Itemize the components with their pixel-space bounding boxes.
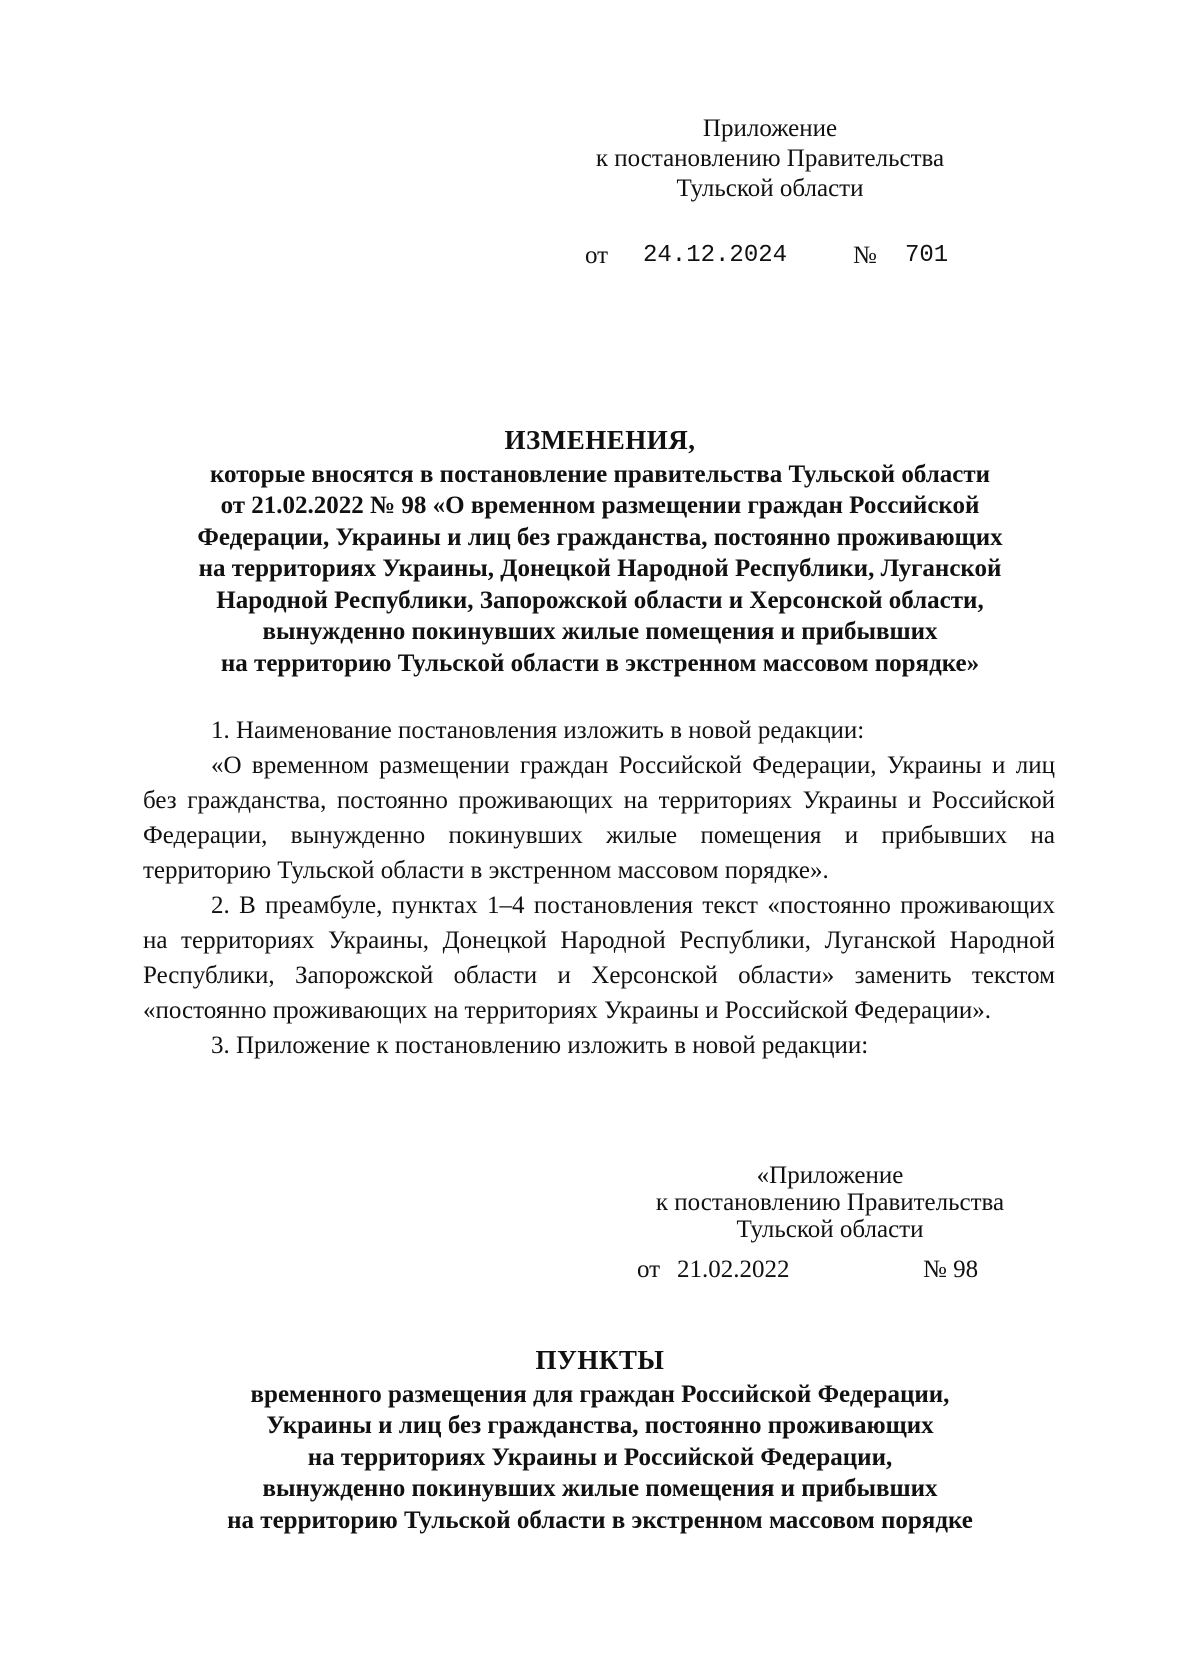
changes-title-line: на территориях Украины, Донецкой Народной Республики, Луганской (198, 555, 1002, 582)
punkty-title-line: временного размещения для граждан Российской Федерации, (250, 1380, 950, 1408)
changes-title-line: Народной Республики, Запорожской области и Херсонской области, (216, 586, 984, 614)
inner-date: 21.02.2022 (677, 1256, 790, 1283)
inner-appendix-line-2: к постановлению Правительства (655, 1189, 1005, 1216)
changes-title (140, 425, 1060, 679)
punkty-heading: ПУНКТЫ (535, 1345, 665, 1375)
punkty-title (140, 1345, 1060, 1536)
resolution-number: 701 (905, 242, 949, 269)
appendix-line-1: Приложение (702, 115, 838, 142)
changes-title-line: от 21.02.2022 № 98 «О временном размещении граждан Российской (220, 492, 980, 519)
changes-heading: ИЗМЕНЕНИЯ, (504, 425, 696, 455)
changes-title-line: Федерации, Украины и лиц без гражданства, постоянно проживающих (197, 523, 1003, 551)
inner-appendix-header (630, 1162, 1030, 1243)
changes-title-line: на территорию Тульской области в экстренном массовом порядке» (220, 649, 980, 677)
changes-title-line: которые вносятся в постановление правительства Тульской области (209, 460, 991, 488)
punkty-title-line: вынужденно покинувших жилые помещения и прибывших (262, 1475, 938, 1502)
inner-date-number (637, 1256, 997, 1288)
inner-number: № 98 (923, 1256, 979, 1283)
item-2: 2. В преамбуле, пунктах 1–4 постановления текст «постоянно проживающих на территориях Украины, Донецкой Народной Республики, Луганской Народной Республики, Запорожской области и Херсонской области» заменить текстом «постоянно проживающих на территориях Украины и Российской Федерации». (143, 892, 1055, 1024)
punkty-title-line: на территориях Украины и Российской Федерации, (307, 1443, 893, 1471)
punkty-title-line: Украины и лиц без гражданства, постоянно проживающих (266, 1412, 934, 1439)
inner-appendix-line-1: «Приложение (756, 1162, 904, 1189)
appendix-header (560, 114, 980, 204)
inner-date-label: от (637, 1256, 661, 1283)
resolution-date-number (585, 242, 965, 274)
document-body (143, 713, 1055, 1063)
changes-title-line: вынужденно покинувших жилые помещения и прибывших (262, 618, 938, 645)
resolution-date: 24.12.2024 (643, 242, 788, 269)
date-label: от (585, 242, 609, 269)
number-label: № (853, 242, 877, 269)
appendix-line-3: Тульской области (676, 175, 864, 202)
item-3: 3. Приложение к постановлению изложить в новой редакции: (211, 1032, 869, 1059)
item-1-quote: «О временном размещении граждан Российской Федерации, Украины и лиц без гражданства, постоянно проживающих на территориях Украины и Российской Федерации, вынужденно покинувших жилые помещения и прибывших на территорию Тульской области в экстренном массовом порядке». (143, 752, 1055, 884)
punkty-title-line: на территорию Тульской области в экстренном массовом порядке (227, 1506, 973, 1534)
appendix-line-2: к постановлению Правительства (595, 145, 945, 172)
item-1-intro: 1. Наименование постановления изложить в новой редакции: (211, 717, 865, 744)
inner-appendix-line-3: Тульской области (736, 1216, 924, 1243)
